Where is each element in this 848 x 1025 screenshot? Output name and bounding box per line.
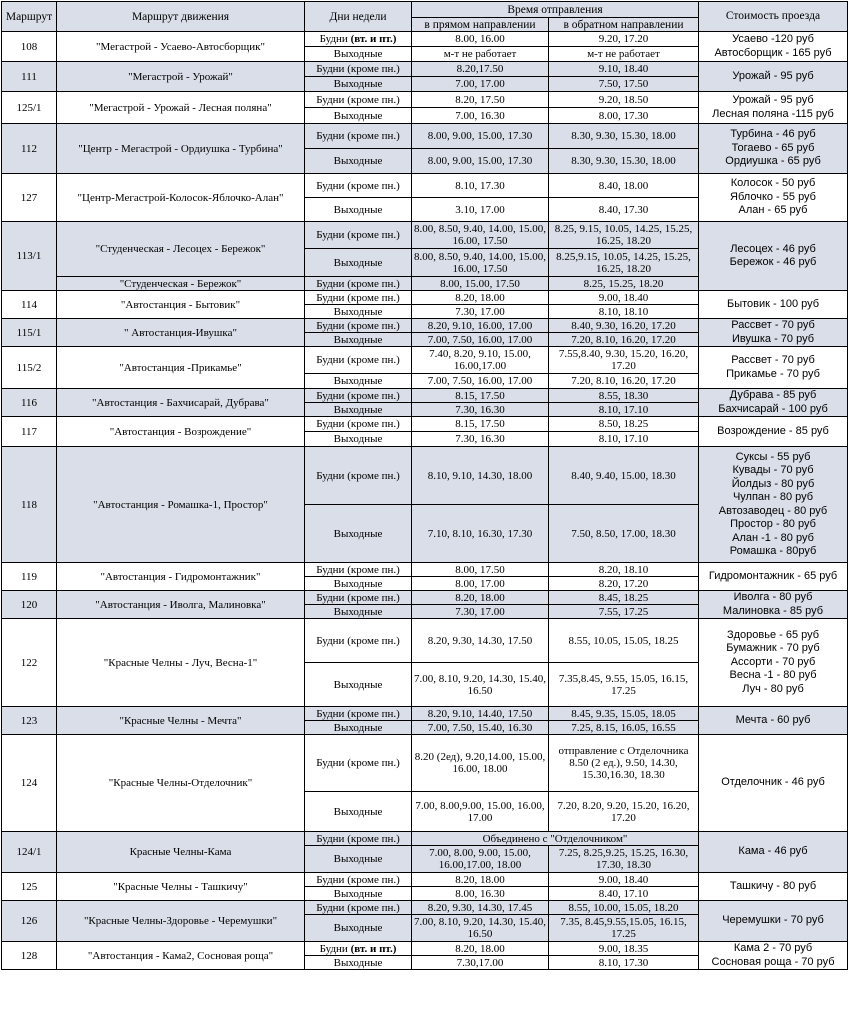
price-line: Черемушки - 70 руб — [722, 914, 824, 927]
price-line: Автосборщик - 165 руб — [714, 46, 832, 59]
departure-forward: 8.20, 18.00 — [412, 591, 549, 605]
table-row — [2, 32, 848, 47]
table-row — [2, 707, 848, 721]
route-number: 116 — [2, 389, 57, 417]
departure-backward: 8.55, 18.30 — [549, 389, 699, 403]
price-cell — [699, 92, 848, 124]
departure-backward: 7.35,8.45, 9.55, 15.05, 16.15, 17.25 — [549, 663, 699, 707]
header-forward: в прямом направлении — [412, 18, 549, 32]
price-line: Сосновая роща - 70 руб — [711, 955, 835, 968]
departure-forward: 8.20,17.50 — [412, 62, 549, 77]
table-header — [2, 2, 848, 32]
table-row — [2, 447, 848, 505]
weekdays-cell: Будни (кроме пн.) — [305, 222, 412, 249]
price-cell — [699, 942, 848, 970]
price-line: Кувады - 70 руб — [732, 464, 814, 476]
table-row — [2, 901, 848, 915]
weekdays-cell: Будни (кроме пн.) — [305, 389, 412, 403]
departure-backward: 8.55, 10.05, 15.05, 18.25 — [549, 619, 699, 663]
route-name: "Красные Челны-Отделочник" — [57, 735, 305, 832]
weekdays-cell: Будни (кроме пн.) — [305, 735, 412, 792]
route-number: 124 — [2, 735, 57, 832]
price-cell — [699, 563, 848, 591]
route-name: "Мегастрой - Урожай" — [57, 62, 305, 92]
weekdays-cell: Будни (вт. и пт.) — [305, 942, 412, 956]
route-name: "Автостанция -Прикамье" — [57, 347, 305, 389]
route-number: 120 — [2, 591, 57, 619]
departure-forward: 7.00, 17.00 — [412, 77, 549, 92]
price-line: Автозаводец - 80 руб — [718, 504, 828, 517]
route-name: "Студенческая - Бережок" — [57, 277, 305, 291]
table-row — [2, 619, 848, 663]
weekdays-cell: Будни (кроме пн.) — [305, 619, 412, 663]
price-cell — [699, 32, 848, 62]
price-line: Здоровье - 65 руб — [726, 628, 820, 641]
weekdays-cell: Выходные — [305, 333, 412, 347]
weekdays-cell: Выходные — [305, 605, 412, 619]
header-route-path: Маршрут движения — [57, 2, 305, 32]
departure-forward: 8.00, 9.00, 15.00, 17.30 — [412, 149, 549, 174]
departure-backward: 9.00, 18.40 — [549, 291, 699, 305]
departure-backward: 8.10, 17.10 — [549, 432, 699, 447]
departure-forward: 8.00, 17.00 — [412, 577, 549, 591]
weekdays-cell: Выходные — [305, 374, 412, 389]
price-cell — [699, 873, 848, 901]
departure-forward: 7.10, 8.10, 16.30, 17.30 — [412, 505, 549, 563]
weekdays-cell: Выходные — [305, 149, 412, 174]
route-number: 117 — [2, 417, 57, 447]
departure-backward: 7.20, 8.20, 9.20, 15.20, 16.20, 17.20 — [549, 792, 699, 832]
departure-backward: м-т не работает — [549, 47, 699, 62]
table-row — [2, 873, 848, 887]
weekdays-cell: Выходные — [305, 505, 412, 563]
departure-forward: 7.00, 7.50, 16.00, 17.00 — [412, 333, 549, 347]
price-line: Ассорти - 70 руб — [730, 655, 816, 668]
price-line: Алан - 65 руб — [738, 204, 808, 217]
weekdays-cell: Будни (кроме пн.) — [305, 832, 412, 846]
route-name: "Автостанция - Иволга, Малиновка" — [57, 591, 305, 619]
departure-backward: 7.35, 8.45,9.55,15.05, 16.15, 17.25 — [549, 915, 699, 942]
departure-backward: 8.45, 9.35, 15.05, 18.05 — [549, 707, 699, 721]
price-line: Турбина - 46 руб — [730, 128, 816, 141]
departure-backward: 8.20, 18.10 — [549, 563, 699, 577]
price-line: Алан -1 - 80 руб — [732, 531, 814, 544]
price-line: Отделочник - 46 руб — [721, 776, 825, 789]
route-number: 108 — [2, 32, 57, 62]
departure-forward: 8.20, 9.10, 16.00, 17.00 — [412, 319, 549, 333]
departure-backward: 9.10, 18.40 — [549, 62, 699, 77]
weekdays-cell: Будни (кроме пн.) — [305, 447, 412, 505]
table-row — [2, 174, 848, 198]
departure-forward: 8.00, 17.50 — [412, 563, 549, 577]
table-row — [2, 417, 848, 432]
route-name: "Красные Челны - Мечта" — [57, 707, 305, 735]
weekdays-cell: Выходные — [305, 577, 412, 591]
departure-backward: 7.50, 8.50, 17.00, 18.30 — [549, 505, 699, 563]
price-cell — [699, 707, 848, 735]
departure-backward: 7.25, 8.15, 16.05, 16.55 — [549, 721, 699, 735]
departure-backward: 8.40, 9.30, 16.20, 17.20 — [549, 319, 699, 333]
departure-backward: 8.45, 18.25 — [549, 591, 699, 605]
weekdays-cell: Выходные — [305, 887, 412, 901]
route-number: 125/1 — [2, 92, 57, 124]
weekdays-cell: Будни (кроме пн.) — [305, 174, 412, 198]
price-cell — [699, 735, 848, 832]
departure-forward: 8.15, 17.50 — [412, 417, 549, 432]
price-cell — [699, 619, 848, 707]
route-number: 122 — [2, 619, 57, 707]
table-row — [2, 222, 848, 249]
price-line: Суксы - 55 руб — [735, 450, 811, 463]
route-name: "Мегастрой - Урожай - Лесная поляна" — [57, 92, 305, 124]
departure-backward: 7.20, 8.10, 16.20, 17.20 — [549, 333, 699, 347]
departure-backward: 8.40, 18.00 — [549, 174, 699, 198]
departure-forward: 8.00, 8.50, 9.40, 14.00, 15.00, 16.00, 17.50 — [412, 249, 549, 277]
price-line: Прикамье - 70 руб — [726, 367, 820, 380]
route-name: "Автостанция - Возрождение" — [57, 417, 305, 447]
price-cell — [699, 417, 848, 447]
price-line: Лесоцех - 46 руб — [730, 242, 816, 255]
route-name: "Мегастрой - Усаево-Автосборщик" — [57, 32, 305, 62]
table-row — [2, 591, 848, 605]
departure-backward: 8.10, 17.10 — [549, 403, 699, 417]
weekdays-cell: Выходные — [305, 846, 412, 873]
table-row — [2, 389, 848, 403]
weekdays-cell: Будни (кроме пн.) — [305, 277, 412, 291]
departure-backward: 7.20, 8.10, 16.20, 17.20 — [549, 374, 699, 389]
departure-forward: 7.00, 8.10, 9.20, 14.30, 15.40, 16.50 — [412, 663, 549, 707]
departure-forward: 7.30,17.00 — [412, 956, 549, 970]
price-cell — [699, 591, 848, 619]
departure-backward: 8.20, 17.20 — [549, 577, 699, 591]
weekdays-cell: Выходные — [305, 432, 412, 447]
route-number: 114 — [2, 291, 57, 319]
price-cell — [699, 389, 848, 417]
route-name: "Центр-Мегастрой-Колосок-Яблочко-Алан" — [57, 174, 305, 222]
price-line: Иволга - 80 руб — [733, 591, 813, 603]
route-name: "Автостанция - Ромашка-1, Простор" — [57, 447, 305, 563]
departure-backward: 8.40, 17.10 — [549, 887, 699, 901]
price-line: Возрождение - 85 руб — [717, 424, 829, 437]
price-line: Луч - 80 руб — [742, 682, 804, 695]
departure-forward: 8.20, 17.50 — [412, 92, 549, 108]
price-line: Дубрава - 85 руб — [729, 389, 817, 401]
price-line: Колосок - 50 руб — [730, 177, 816, 190]
price-line: Малиновка - 85 руб — [722, 604, 824, 617]
weekdays-cell: Выходные — [305, 663, 412, 707]
departure-forward: 8.20, 18.00 — [412, 942, 549, 956]
departure-forward: 7.00, 7.50, 16.00, 17.00 — [412, 374, 549, 389]
price-line: Ивушка - 70 руб — [732, 332, 815, 345]
departure-forward: 8.00, 16.00 — [412, 32, 549, 47]
weekdays-cell: Будни (кроме пн.) — [305, 291, 412, 305]
price-line: Гидромонтажник - 65 руб — [708, 569, 838, 582]
departure-backward: 9.00, 18.35 — [549, 942, 699, 956]
weekdays-cell: Выходные — [305, 108, 412, 124]
route-number: 115/1 — [2, 319, 57, 347]
weekdays-cell: Будни (кроме пн.) — [305, 417, 412, 432]
departure-backward: 8.25, 15.25, 18.20 — [549, 277, 699, 291]
price-line: Рассвет - 70 руб — [731, 319, 815, 331]
price-line: Урожай - 95 руб — [732, 69, 814, 82]
price-cell — [699, 174, 848, 222]
merged-departure: Объединено с "Отделочником" — [412, 832, 699, 846]
price-line: Йолдыз - 80 руб — [731, 477, 815, 490]
price-cell — [699, 347, 848, 389]
price-cell — [699, 291, 848, 319]
weekdays-cell: Будни (кроме пн.) — [305, 901, 412, 915]
table-row — [2, 319, 848, 333]
departure-forward: 8.00, 16.30 — [412, 887, 549, 901]
price-line: Ташкичу - 80 руб — [729, 879, 817, 892]
departure-backward: 8.10, 18.10 — [549, 305, 699, 319]
price-line: Рассвет - 70 руб — [731, 354, 815, 366]
price-line: Бумажник - 70 руб — [726, 642, 820, 655]
departure-forward: 7.30, 16.30 — [412, 432, 549, 447]
table-row — [2, 291, 848, 305]
weekdays-cell: Выходные — [305, 305, 412, 319]
route-name: "Красные Челны-Здоровье - Черемушки" — [57, 901, 305, 942]
departure-forward: 3.10, 17.00 — [412, 198, 549, 222]
price-line: Усаево -120 руб — [732, 33, 814, 45]
price-cell — [699, 222, 848, 291]
departure-backward: 8.25, 9.15, 10.05, 14.25, 15.25, 16.25, 18.20 — [549, 222, 699, 249]
route-name: Красные Челны-Кама — [57, 832, 305, 873]
departure-forward: 8.10, 9.10, 14.30, 18.00 — [412, 447, 549, 505]
departure-forward: 8.00, 9.00, 15.00, 17.30 — [412, 124, 549, 149]
departure-backward: 8.40, 9.40, 15.00, 18.30 — [549, 447, 699, 505]
route-name: "Центр - Мегастрой - Ордиушка - Турбина" — [57, 124, 305, 174]
departure-backward: 8.00, 17.30 — [549, 108, 699, 124]
route-number: 113/1 — [2, 222, 57, 291]
price-line: Урожай - 95 руб — [732, 94, 814, 106]
departure-backward: 8.30, 9.30, 15.30, 18.00 — [549, 149, 699, 174]
weekdays-cell: Выходные — [305, 403, 412, 417]
table-row — [2, 563, 848, 577]
weekdays-cell: Будни (кроме пн.) — [305, 92, 412, 108]
route-number: 112 — [2, 124, 57, 174]
header-days: Дни недели — [305, 2, 412, 32]
route-number: 118 — [2, 447, 57, 563]
weekdays-cell: Выходные — [305, 77, 412, 92]
weekdays-cell: Выходные — [305, 915, 412, 942]
route-number: 126 — [2, 901, 57, 942]
weekdays-cell: Будни (вт. и пт.) — [305, 32, 412, 47]
header-departure: Время отправления — [412, 2, 699, 18]
header-price: Стоимость проезда — [699, 2, 848, 32]
route-name: "Автостанция - Бытовик" — [57, 291, 305, 319]
weekdays-cell: Будни (кроме пн.) — [305, 124, 412, 149]
departure-forward: 7.00, 7.50, 15.40, 16.30 — [412, 721, 549, 735]
route-number: 111 — [2, 62, 57, 92]
price-cell — [699, 447, 848, 563]
route-number: 125 — [2, 873, 57, 901]
table-row — [2, 942, 848, 956]
weekdays-cell: Выходные — [305, 198, 412, 222]
departure-backward: 8.40, 17.30 — [549, 198, 699, 222]
departure-backward: 8.55, 10.00, 15.05, 18.20 — [549, 901, 699, 915]
header-backward: в обратном направлении — [549, 18, 699, 32]
route-name: " Автостанция-Ивушка" — [57, 319, 305, 347]
departure-forward: м-т не работает — [412, 47, 549, 62]
weekdays-cell: Выходные — [305, 721, 412, 735]
table-row — [2, 92, 848, 108]
departure-backward: 8.50, 18.25 — [549, 417, 699, 432]
table-body — [2, 32, 848, 970]
weekdays-bold: (вт. и пт.) — [350, 942, 397, 955]
price-line: Яблочко - 55 руб — [730, 190, 816, 203]
departure-backward: 8.25,9.15, 10.05, 14.25, 15.25, 16.25, 18.20 — [549, 249, 699, 277]
weekdays-cell: Будни (кроме пн.) — [305, 319, 412, 333]
weekdays-bold: (вт. и пт.) — [350, 33, 397, 45]
departure-backward: 8.10, 17.30 — [549, 956, 699, 970]
departure-forward: 8.15, 17.50 — [412, 389, 549, 403]
price-line: Бахчисарай - 100 руб — [718, 402, 828, 415]
weekdays-cell: Будни (кроме пн.) — [305, 873, 412, 887]
departure-backward: 9.20, 18.50 — [549, 92, 699, 108]
route-number: 123 — [2, 707, 57, 735]
departure-forward: 7.00, 8.00,9.00, 15.00, 16.00, 17.00 — [412, 792, 549, 832]
route-number: 128 — [2, 942, 57, 970]
table-row — [2, 62, 848, 77]
departure-backward: 7.55,8.40, 9.30, 15.20, 16.20, 17.20 — [549, 347, 699, 374]
weekdays-cell: Будни (кроме пн.) — [305, 62, 412, 77]
departure-forward: 8.20, 18.00 — [412, 291, 549, 305]
price-line: Кама - 46 руб — [738, 845, 808, 858]
weekdays-cell: Будни (кроме пн.) — [305, 563, 412, 577]
price-line: Тогаево - 65 руб — [731, 141, 815, 154]
route-name: "Красные Челны - Ташкичу" — [57, 873, 305, 901]
route-name: "Автостанция - Бахчисарай, Дубрава" — [57, 389, 305, 417]
price-line: Мечта - 60 руб — [735, 713, 811, 726]
departure-forward: 7.30, 16.30 — [412, 403, 549, 417]
departure-forward: 7.30, 17.00 — [412, 605, 549, 619]
price-line: Бытовик - 100 руб — [726, 297, 820, 310]
price-line: Простор - 80 руб — [730, 518, 816, 530]
price-cell — [699, 62, 848, 92]
departure-forward: 7.00, 8.00, 9.00, 15.00, 16.00,17.00, 18.00 — [412, 846, 549, 873]
departure-backward: 8.30, 9.30, 15.30, 18.00 — [549, 124, 699, 149]
table-row — [2, 735, 848, 792]
route-number: 119 — [2, 563, 57, 591]
weekdays-cell: Выходные — [305, 792, 412, 832]
route-number: 127 — [2, 174, 57, 222]
departure-forward: 7.00, 16.30 — [412, 108, 549, 124]
departure-backward: отправление с Отделочника 8.50 (2 ед.), 9.50, 14.30, 15.30,16.30, 18.30 — [549, 735, 699, 792]
departure-backward: 7.50, 17.50 — [549, 77, 699, 92]
table-row — [2, 832, 848, 846]
price-line: Весна -1 - 80 руб — [729, 669, 817, 682]
price-cell — [699, 124, 848, 174]
price-line: Ордиушка - 65 руб — [725, 155, 821, 168]
table-row — [2, 124, 848, 149]
departure-forward: 8.20, 9.30, 14.30, 17.50 — [412, 619, 549, 663]
departure-forward: 7.30, 17.00 — [412, 305, 549, 319]
route-name: "Автостанция - Гидромонтажник" — [57, 563, 305, 591]
departure-forward: 8.20, 9.10, 14.40, 17.50 — [412, 707, 549, 721]
route-number: 115/2 — [2, 347, 57, 389]
price-line: Кама 2 - 70 руб — [733, 942, 813, 954]
weekdays-cell: Будни (кроме пн.) — [305, 591, 412, 605]
price-cell — [699, 319, 848, 347]
departure-forward: 8.00, 15.00, 17.50 — [412, 277, 549, 291]
weekdays-cell: Выходные — [305, 47, 412, 62]
price-line: Ромашка - 80руб — [729, 545, 817, 557]
departure-backward: 9.20, 17.20 — [549, 32, 699, 47]
price-line: Бережок - 46 руб — [729, 256, 817, 268]
departure-backward: 7.25, 8.25,9.25, 15.25, 16.30, 17.30, 18.30 — [549, 846, 699, 873]
bus-schedule-table — [1, 1, 848, 970]
table-row — [2, 347, 848, 374]
departure-forward: 8.20, 18.00 — [412, 873, 549, 887]
weekdays-cell: Выходные — [305, 249, 412, 277]
departure-forward: 8.20 (2ед), 9.20,14.00, 15.00, 16.00, 18.00 — [412, 735, 549, 792]
departure-forward: 7.40, 8.20, 9.10, 15.00, 16.00,17.00 — [412, 347, 549, 374]
route-name: "Студенческая - Лесоцех - Бережок" — [57, 222, 305, 277]
departure-forward: 7.00, 8.10, 9.20, 14.30, 15.40, 16.50 — [412, 915, 549, 942]
route-number: 124/1 — [2, 832, 57, 873]
route-name: "Автостанция - Кама2, Сосновая роща" — [57, 942, 305, 970]
price-cell — [699, 832, 848, 873]
weekdays-cell: Выходные — [305, 956, 412, 970]
price-line: Лесная поляна -115 руб — [712, 107, 834, 120]
header-route-no: Маршрут — [2, 2, 57, 32]
price-line: Чулпан - 80 руб — [732, 491, 814, 503]
departure-forward: 8.10, 17.30 — [412, 174, 549, 198]
departure-forward: 8.20, 9.30, 14.30, 17.45 — [412, 901, 549, 915]
departure-backward: 7.55, 17.25 — [549, 605, 699, 619]
weekdays-cell: Будни (кроме пн.) — [305, 347, 412, 374]
price-cell — [699, 901, 848, 942]
route-name: "Красные Челны - Луч, Весна-1" — [57, 619, 305, 707]
departure-forward: 8.00, 8.50, 9.40, 14.00, 15.00, 16.00, 17.50 — [412, 222, 549, 249]
departure-backward: 9.00, 18.40 — [549, 873, 699, 887]
weekdays-cell: Будни (кроме пн.) — [305, 707, 412, 721]
